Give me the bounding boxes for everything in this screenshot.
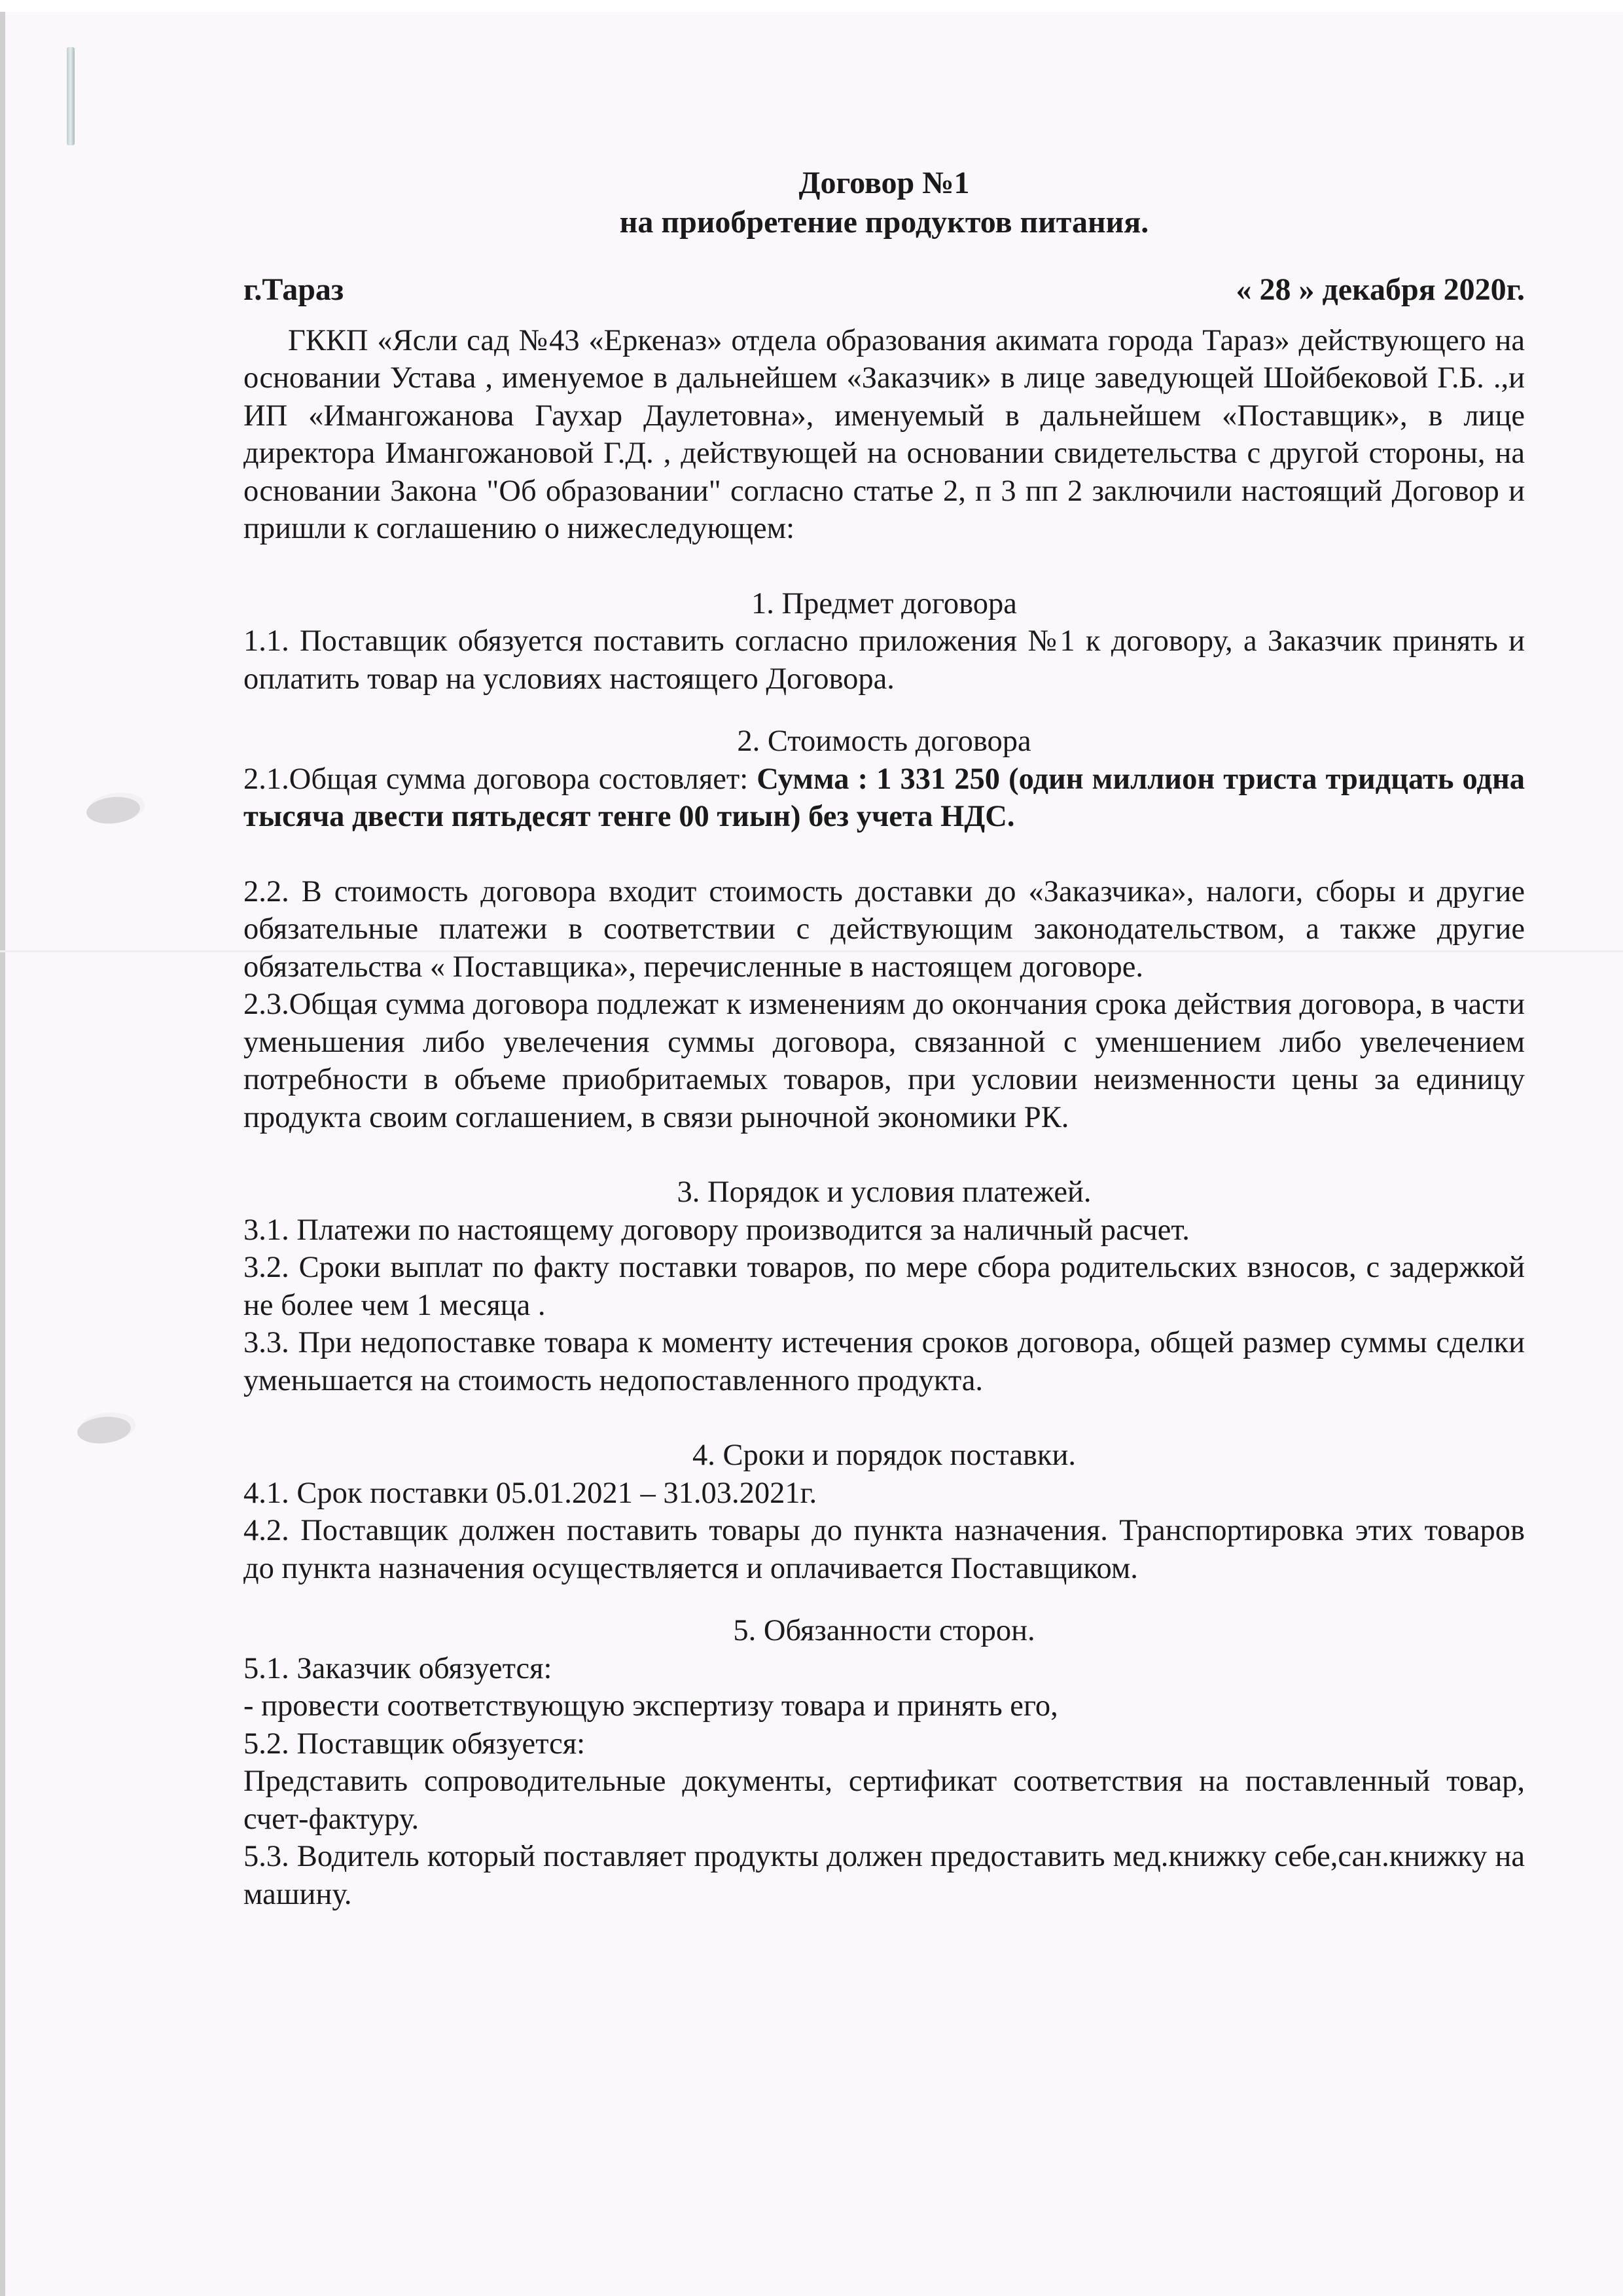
contract-document xyxy=(243,164,1525,1913)
section-heading-2: 2. Стоимость договора xyxy=(737,725,1031,758)
clause-4-2: 4.2. Поставщик должен поставить товары до пункта назначения. Транспортировка этих товаров до пункта назначения осуществляется и оплачивается Поставщиком. xyxy=(243,1514,1525,1585)
staple-mark xyxy=(67,47,75,145)
city-date-row xyxy=(243,271,1525,309)
punch-hole xyxy=(76,1414,132,1446)
contract-title: Договор №1 xyxy=(798,166,970,200)
contract-subtitle: на приобретение продуктов питания. xyxy=(619,205,1149,240)
clause-4-1: 4.1. Срок поставки 05.01.2021 – 31.03.2021г. xyxy=(243,1476,817,1510)
section-heading-1: 1. Предмет договора xyxy=(751,586,1017,620)
scan-border-top xyxy=(0,0,1623,12)
clause-5-2: 5.2. Поставщик обязуется: xyxy=(243,1727,586,1761)
clause-3-2: 3.2. Сроки выплат по факту поставки товаров, по мере сбора родительских взносов, с задержкой не более чем 1 месяца . xyxy=(243,1251,1525,1322)
punch-hole xyxy=(85,795,141,826)
clause-5-1: 5.1. Заказчик обязуется: xyxy=(243,1651,552,1685)
contract-date: « 28 » декабря 2020г. xyxy=(1236,272,1525,307)
clause-5-2-item: Представить сопроводительные документы, сертификат соответствия на поставленный товар, счет-фактуру. xyxy=(243,1765,1525,1836)
section-heading-3: 3. Порядок и условия платежей. xyxy=(677,1175,1092,1209)
clause-2-2: 2.2. В стоимость договора входит стоимость доставки до «Заказчика», налоги, сборы и другие обязательные платежи в соответствии с действующим законодательством, а также другие обязательства « Поставщика», перечисленные в настоящем договоре. xyxy=(243,874,1525,984)
clause-1-1: 1.1. Поставщик обязуется поставить согласно приложения №1 к договору, а Заказчик принять и оплатить товар на условиях настоящего Договора. xyxy=(243,624,1525,696)
clause-3-3: 3.3. При недопоставке товара к моменту истечения сроков договора, общей размер суммы сделки уменьшается на стоимость недопоставленного продукта. xyxy=(243,1326,1525,1397)
preamble: ГККП «Ясли сад №43 «Еркеназ» отдела образования акимата города Тараз» действующего на основании Устава , именуемое в дальнейшем «Заказчик» в лице заведующей Шойбековой Г.Б. .,и ИП «Имангожанова Гаухар Даулетовна», именуемый в дальнейшем «Поставщик», в лице директора Имангожановой Г.Д. , действующей на основании свидетельства с другой стороны, на основании Закона "Об образовании" согласно статье 2, п 3 пп 2 заключили настоящий Договор и пришли к соглашению о нижеследующем: xyxy=(243,323,1525,545)
clause-2-1 xyxy=(243,761,1525,836)
clause-5-3: 5.3. Водитель который поставляет продукты должен предоставить мед.книжку себе,сан.книжку на машину. xyxy=(243,1840,1525,1911)
section-heading-4: 4. Сроки и порядок поставки. xyxy=(692,1439,1077,1472)
clause-5-1-item: - провести соответствующую экспертизу товара и принять его, xyxy=(243,1689,1058,1723)
contract-sum: Сумма : 1 331 250 (один миллион триста тридцать одна тысяча двести пятьдесят тенге 00 тиын) без учета НДС. xyxy=(243,762,1525,833)
clause-2-3: 2.3.Общая сумма договора подлежат к изменениям до окончания срока действия договора, в части уменьшения либо увелечения суммы договора, связанной с уменшением либо увелечением потребности в объеме приобритаемых товаров, при условии неизменности цены за единицу продукта своим соглашением, в связи рыночной экономики РК. xyxy=(243,988,1525,1134)
clause-3-1: 3.1. Платежи по настоящему договору производится за наличный расчет. xyxy=(243,1213,1190,1247)
scan-border-left xyxy=(0,12,5,2296)
city: г.Тараз xyxy=(243,272,344,307)
section-heading-5: 5. Обязанности сторон. xyxy=(733,1614,1035,1647)
clause-2-1-prefix: 2.1.Общая сумма договора состовляет: xyxy=(243,762,757,796)
